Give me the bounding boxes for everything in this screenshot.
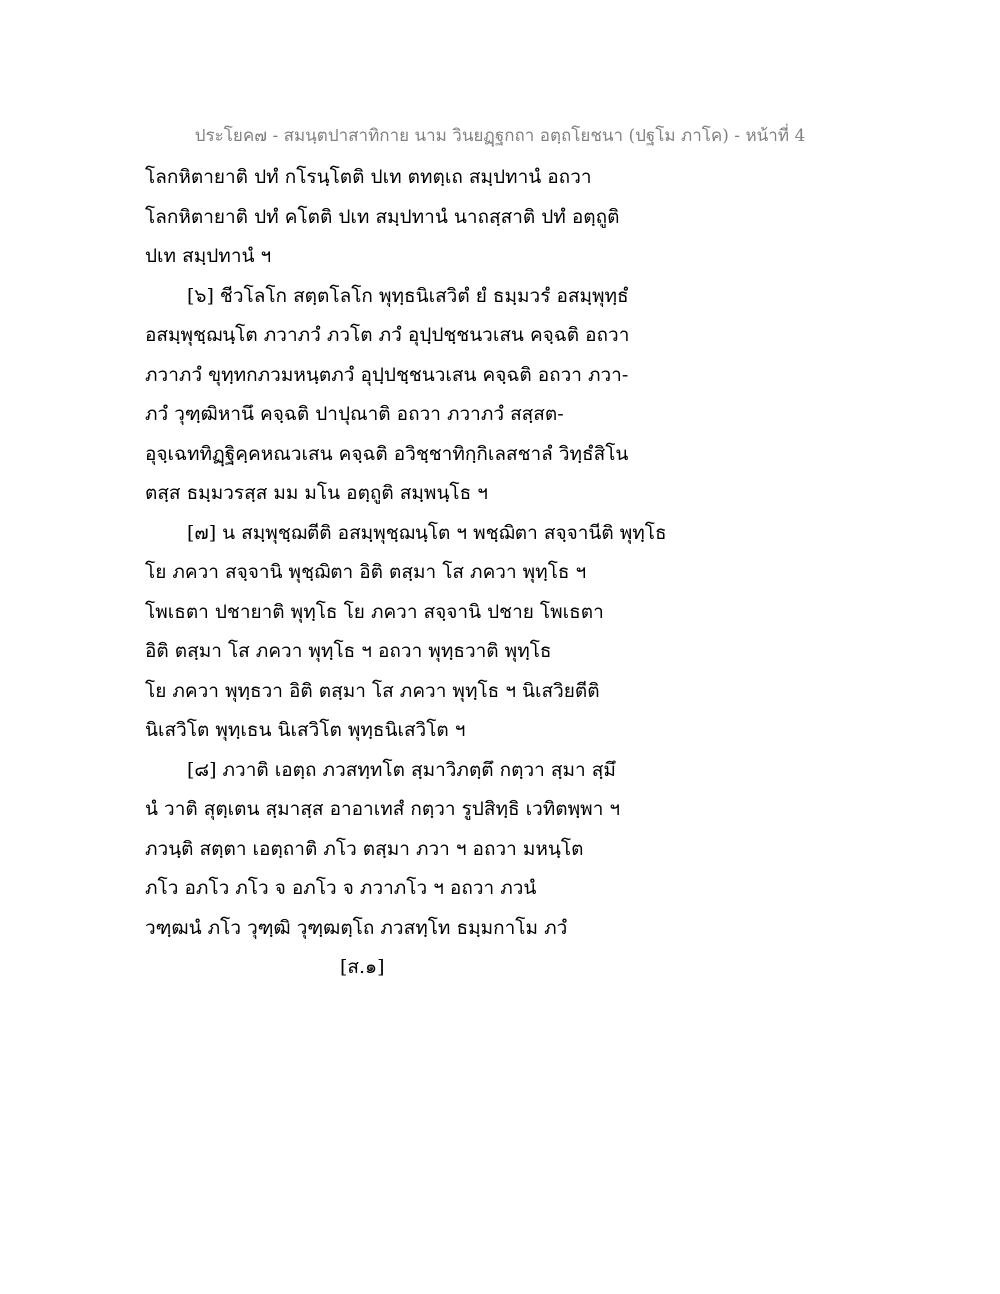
body-text [145,158,865,948]
text-line: ภวนฺติ สตฺตา เอตฺถาติ ภโว ตสฺมา ภวา ฯ อถวา มหนฺโต [145,837,584,860]
text-line: โย ภควา สจฺจานิ พุชฺฌิตา อิติ ตสฺมา โส ภควา พุทฺโธ ฯ [145,561,587,583]
text-line: อิติ ตสฺมา โส ภควา พุทฺโธ ฯ อถวา พุทฺธวาติ พุทฺโธ [145,640,552,662]
paragraph-6-start: [๖] ชีวโลโก สตฺตโลโก พุทฺธนิเสวิตํ ยํ ธมฺมวรํ อสมฺพุทฺธํ [187,284,629,307]
text-line: โพเธตา ปชายาติ พุทฺโธ โย ภควา สจฺจานิ ปชาย โพเธตา [145,600,604,623]
text-line: นิเสวิโต พุทฺเธน นิเสวิโต พุทฺธนิเสวิโต ฯ [145,719,466,741]
text-line: โย ภควา พุทฺธวา อิติ ตสฺมา โส ภควา พุทฺโธ ฯ นิเสวิยตีติ [145,679,600,702]
text-line: ภวํ วุฑฺฒิหานึ คจฺฉติ ปาปุณาติ อถวา ภวาภวํ สสฺสต- [145,403,564,425]
text-line: ตสฺส ธมฺมวรสฺส มม มโน อตฺถูติ สมฺพนฺโธ ฯ [145,482,488,504]
paragraph-7-start: [๗] น สมฺพุชฺฌตีติ อสมฺพุชฺฌนฺโต ฯ พชฺฌิตา สจฺจานีติ พุทฺโธ [187,521,667,544]
footer-signature: [ส.๑] [340,956,385,978]
text-line: โลกหิตายาติ ปทํ คโตติ ปเท สมฺปทานํ นาถสฺสาติ ปทํ อตฺถูติ [145,205,620,228]
paragraph-8-start: [๘] ภวาติ เอตฺถ ภวสทฺทโต สฺมาวิภตฺตึ กตฺวา สฺมา สฺมึ [187,758,616,781]
text-line: นํ วาติ สุตฺเตน สฺมาสฺส อาอาเทสํ กตฺวา รูปสิทฺธิ เวทิตพฺพา ฯ [145,798,621,820]
text-line: อสมฺพุชฺฌนฺโต ภวาภวํ ภวโต ภวํ อุปฺปชฺชนวเสน คจฺฉติ อถวา [145,324,630,346]
text-line: อุจฺเฉททิฏฺฐิคฺคหณวเสน คจฺฉติ อวิชฺชาทิกฺกิเลสชาลํ วิทฺธํสิโน [145,442,629,465]
text-line: วฑฺฒนํ ภโว วุฑฺฒิ วุฑฺฒตฺโถ ภวสทฺโท ธมฺมกาโม ภวํ [145,916,568,939]
text-line: ปเท สมฺปทานํ ฯ [145,245,272,267]
text-line: ภโว อภโว ภโว จ อภโว จ ภวาภโว ฯ อถวา ภวนํ [145,877,537,899]
text-line: โลกหิตายาติ ปทํ กโรนฺโตติ ปเท ตทตฺเถ สมฺปทานํ อถวา [145,166,592,188]
running-header: ประโยค๗ - สมนฺตปาสาทิกาย นาม วินยฏฺฐกถา อตฺถโยชนา (ปฐโม ภาโค) - หน้าที่ 4 [194,126,806,146]
text-line: ภวาภวํ ขุทฺทกภวมหนฺตภวํ อุปฺปชฺชนวเสน คจฺฉติ อถวา ภวา- [145,363,629,386]
